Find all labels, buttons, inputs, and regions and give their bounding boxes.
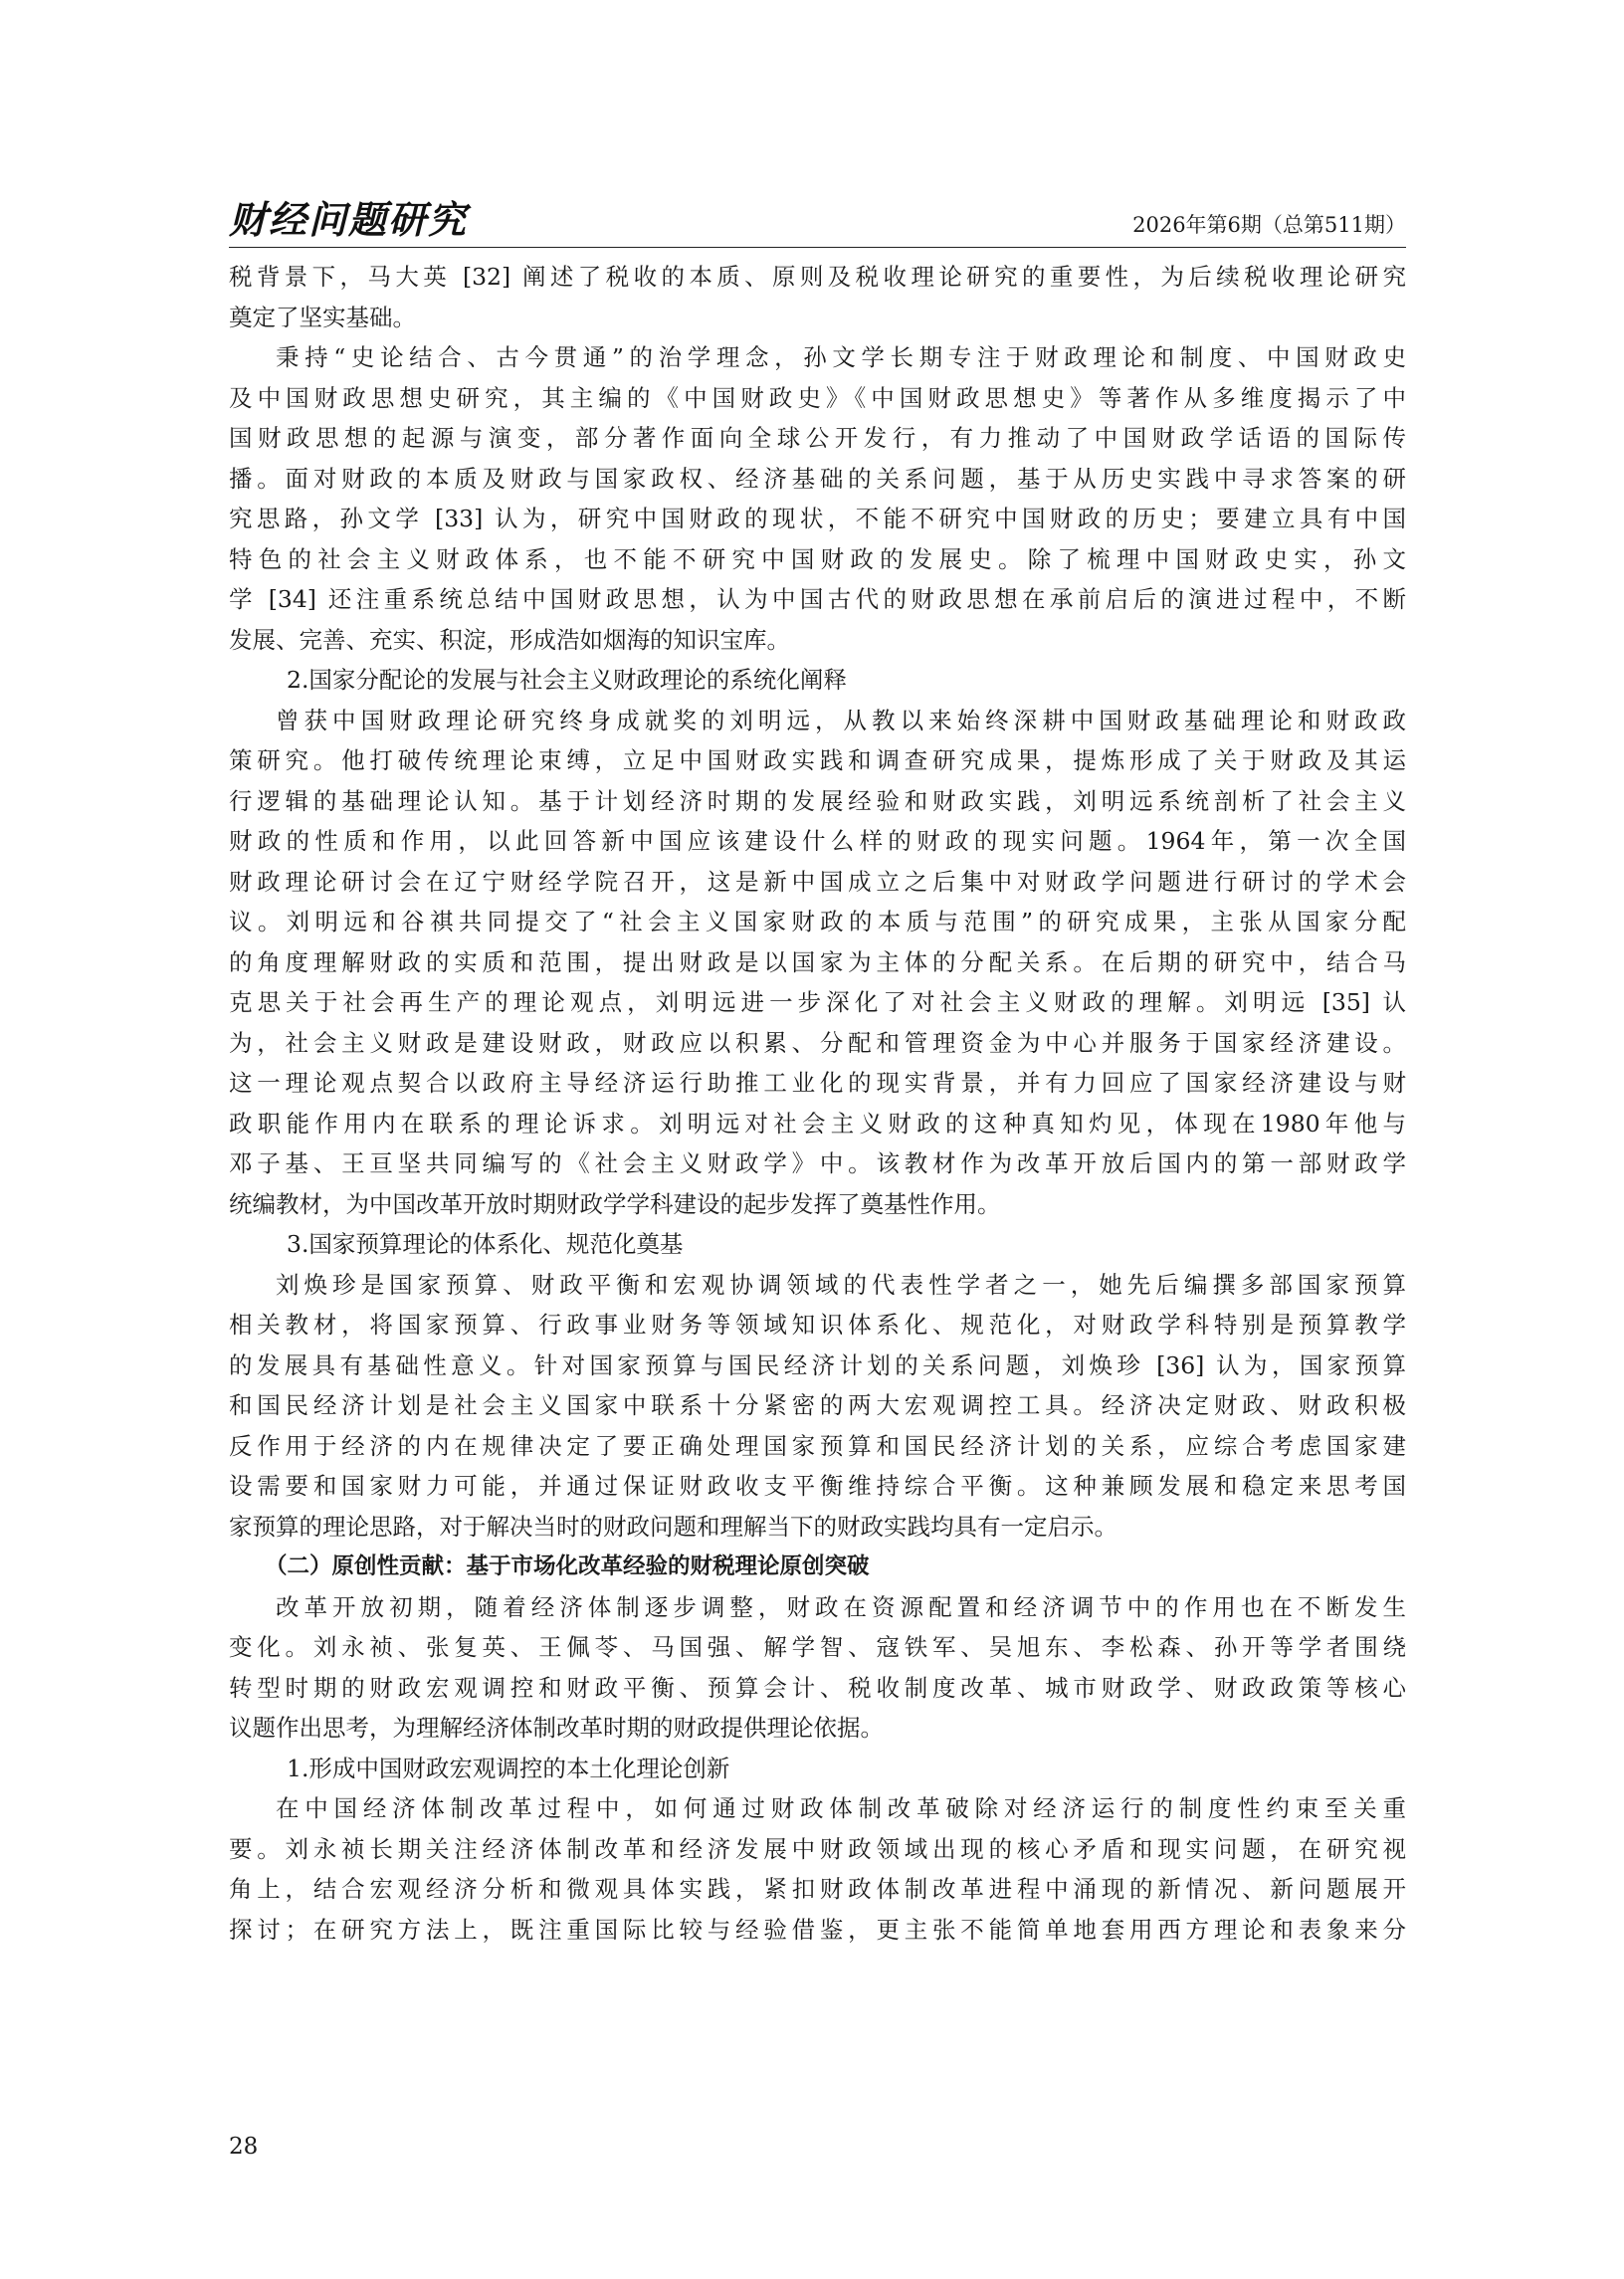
- text-line: 议题作出思考，为理解经济体制改革时期的财政提供理论依据。: [229, 1714, 884, 1742]
- text-line: 的角度理解财政的实质和范围，提出财政是以国家为主体的分配关系。在后期的研究中，结合马: [229, 947, 1406, 976]
- subsection-heading: 2.国家分配论的发展与社会主义财政理论的系统化阐释: [287, 666, 847, 694]
- text-line: 学 [34] 还注重系统总结中国财政思想，认为中国古代的财政思想在承前启后的演进过程中，不断: [229, 585, 1406, 613]
- text-line: 设需要和国家财力可能，并通过保证财政收支平衡维持综合平衡。这种兼顾发展和稳定来思考国: [229, 1472, 1406, 1500]
- text-line: 统编教材，为中国改革开放时期财政学学科建设的起步发挥了奠基性作用。: [229, 1189, 1001, 1218]
- text-line: 究思路，孙文学 [33] 认为，研究中国财政的现状，不能不研究中国财政的历史；要建立具有中国: [229, 505, 1406, 532]
- text-line: 曾获中国财政理论研究终身成就奖的刘明远，从教以来始终深耕中国财政基础理论和财政政: [276, 706, 1406, 734]
- text-line: 财政理论研讨会在辽宁财经学院召开，这是新中国成立之后集中对财政学问题进行研讨的学术会: [229, 867, 1406, 896]
- text-line: 转型时期的财政宏观调控和财政平衡、预算会计、税收制度改革、城市财政学、财政政策等核心: [229, 1673, 1406, 1702]
- text-line: 角上，结合宏观经济分析和微观具体实践，紧扣财政体制改革进程中涌现的新情况、新问题展开: [229, 1875, 1406, 1903]
- text-line: 议。刘明远和谷祺共同提交了“社会主义国家财政的本质与范围”的研究成果，主张从国家分配: [229, 908, 1406, 935]
- text-line: 克思关于社会再生产的理论观点，刘明远进一步深化了对社会主义财政的理解。刘明远 [35] 认: [229, 988, 1406, 1016]
- text-line: 改革开放初期，随着经济体制逐步调整，财政在资源配置和经济调节中的作用也在不断发生: [276, 1592, 1406, 1621]
- text-line: 家预算的理论思路，对于解决当时的财政问题和理解当下的财政实践均具有一定启示。: [229, 1512, 1117, 1541]
- text-line: 反作用于经济的内在规律决定了要正确处理国家预算和国民经济计划的关系，应综合考虑国家建: [229, 1431, 1406, 1460]
- text-line: 播。面对财政的本质及财政与国家政权、经济基础的关系问题，基于从历史实践中寻求答案的研: [229, 464, 1406, 493]
- text-line: 及中国财政思想史研究，其主编的《中国财政史》《中国财政思想史》等著作从多维度揭示了中: [229, 383, 1406, 412]
- text-line: 特色的社会主义财政体系，也不能不研究中国财政的发展史。除了梳理中国财政史实，孙文: [229, 544, 1406, 573]
- text-line: 刘焕珍是国家预算、财政平衡和宏观协调领域的代表性学者之一，她先后编撰多部国家预算: [276, 1270, 1406, 1299]
- text-line: 秉持“史论结合、古今贯通”的治学理念，孙文学长期专注于财政理论和制度、中国财政史: [276, 343, 1406, 371]
- text-line: 要。刘永祯长期关注经济体制改革和经济发展中财政领域出现的核心矛盾和现实问题，在研究视: [229, 1834, 1406, 1863]
- text-line: 在中国经济体制改革过程中，如何通过财政体制改革破除对经济运行的制度性约束至关重: [276, 1794, 1406, 1822]
- text-line: 行逻辑的基础理论认知。基于计划经济时期的发展经验和财政实践，刘明远系统剖析了社会主义: [229, 786, 1406, 815]
- text-line: 这一理论观点契合以政府主导经济运行助推工业化的现实背景，并有力回应了国家经济建设与财: [229, 1069, 1406, 1097]
- text-line: 变化。刘永祯、张复英、王佩苓、马国强、解学智、寇铁军、吴旭东、李松森、孙开等学者围绕: [229, 1633, 1406, 1661]
- text-line: 发展、完善、充实、积淀，形成浩如烟海的知识宝库。: [229, 625, 790, 654]
- text-line: 税背景下，马大英 [32] 阐述了税收的本质、原则及税收理论研究的重要性，为后续税收理论研究: [229, 263, 1406, 291]
- running-header: [229, 197, 1406, 247]
- text-line: 奠定了坚实基础。: [229, 303, 416, 331]
- issue-info: 2026年第6期（总第511期）: [1132, 213, 1406, 237]
- text-line: 探讨；在研究方法上，既注重国际比较与经验借鉴，更主张不能简单地套用西方理论和表象来分: [229, 1915, 1406, 1944]
- header-rule: [229, 247, 1406, 248]
- body-text: [229, 257, 1406, 1950]
- text-line: 策研究。他打破传统理论束缚，立足中国财政实践和调查研究成果，提炼形成了关于财政及其运: [229, 746, 1406, 774]
- journal-logo: 财经问题研究: [229, 197, 469, 242]
- text-line: 财政的性质和作用，以此回答新中国应该建设什么样的财政的现实问题。1964年，第一次全国: [229, 827, 1406, 855]
- text-line: 政职能作用内在联系的理论诉求。刘明远对社会主义财政的这种真知灼见，体现在1980年他与: [229, 1109, 1406, 1138]
- text-line: 国财政思想的起源与演变，部分著作面向全球公开发行，有力推动了中国财政学话语的国际传: [229, 424, 1406, 452]
- text-line: 为，社会主义财政是建设财政，财政应以积累、分配和管理资金为中心并服务于国家经济建设。: [229, 1028, 1406, 1057]
- subsection-heading: 1.形成中国财政宏观调控的本土化理论创新: [287, 1754, 730, 1782]
- text-line: 相关教材，将国家预算、行政事业财务等领域知识体系化、规范化，对财政学科特别是预算教学: [229, 1311, 1406, 1339]
- text-line: 邓子基、王亘坚共同编写的《社会主义财政学》中。该教材作为改革开放后国内的第一部财政学: [229, 1149, 1406, 1177]
- text-line: 和国民经济计划是社会主义国家中联系十分紧密的两大宏观调控工具。经济决定财政、财政积极: [229, 1391, 1406, 1419]
- section-heading: （二）原创性贡献：基于市场化改革经验的财税理论原创突破: [265, 1554, 870, 1579]
- page-number: 28: [229, 2134, 259, 2160]
- text-line: 的发展具有基础性意义。针对国家预算与国民经济计划的关系问题，刘焕珍 [36] 认为，国家预算: [229, 1350, 1406, 1379]
- subsection-heading: 3.国家预算理论的体系化、规范化奠基: [287, 1230, 684, 1258]
